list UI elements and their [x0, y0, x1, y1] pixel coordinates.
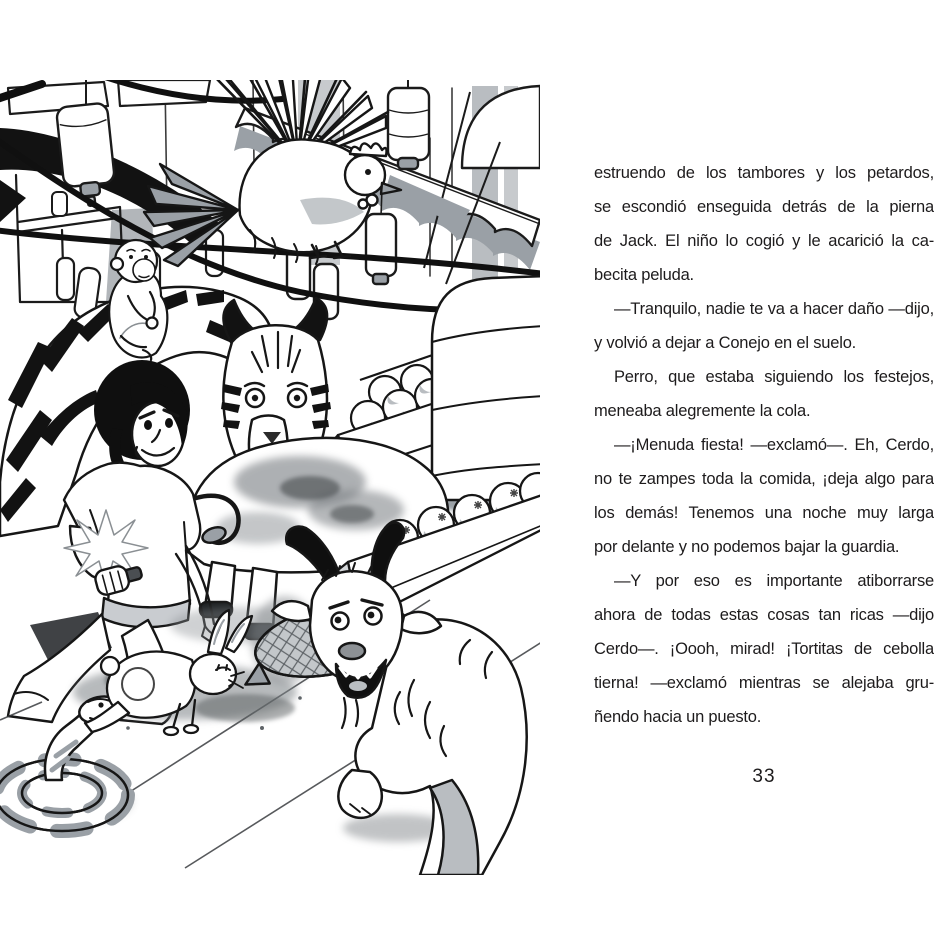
page-number: 33 — [752, 766, 776, 787]
story-line: tierna! —exclamó mientras se alejaba gru- — [594, 674, 934, 692]
story-line: becita peluda. — [594, 266, 694, 284]
story-line: Perro, que estaba siguiendo los festejos, — [614, 368, 934, 386]
market-festival-illustration — [0, 80, 540, 875]
story-line: por delante y no podemos bajar la guardia. — [594, 538, 900, 556]
story-line: ñendo hacia un puesto. — [594, 708, 762, 726]
story-line: y volvió a dejar a Conejo en el suelo. — [594, 334, 857, 352]
story-line: —Y por eso es importante atiborrarse — [614, 572, 934, 590]
story-line: los demás! Tenemos una noche muy larga — [594, 504, 934, 522]
story-line: —Tranquilo, nadie te va a hacer daño —dijo, — [614, 300, 934, 318]
story-line: estruendo de los tambores y los petardos, — [594, 164, 934, 182]
story-text-column — [594, 156, 934, 734]
story-line: meneaba alegremente la cola. — [594, 402, 811, 420]
story-line: de Jack. El niño lo cogió y le acarició la ca- — [594, 232, 934, 250]
story-line: Cerdo—. ¡Oooh, mirad! ¡Tortitas de cebolla — [594, 640, 934, 658]
story-line: no te zampes toda la comida, ¡deja algo para — [594, 470, 934, 488]
story-line: —¡Menuda fiesta! —exclamó—. Eh, Cerdo, — [614, 436, 934, 454]
story-line: ahora de todas estas cosas tan ricas —dijo — [594, 606, 934, 624]
story-line: se escondió enseguida detrás de la pierna — [594, 198, 934, 216]
